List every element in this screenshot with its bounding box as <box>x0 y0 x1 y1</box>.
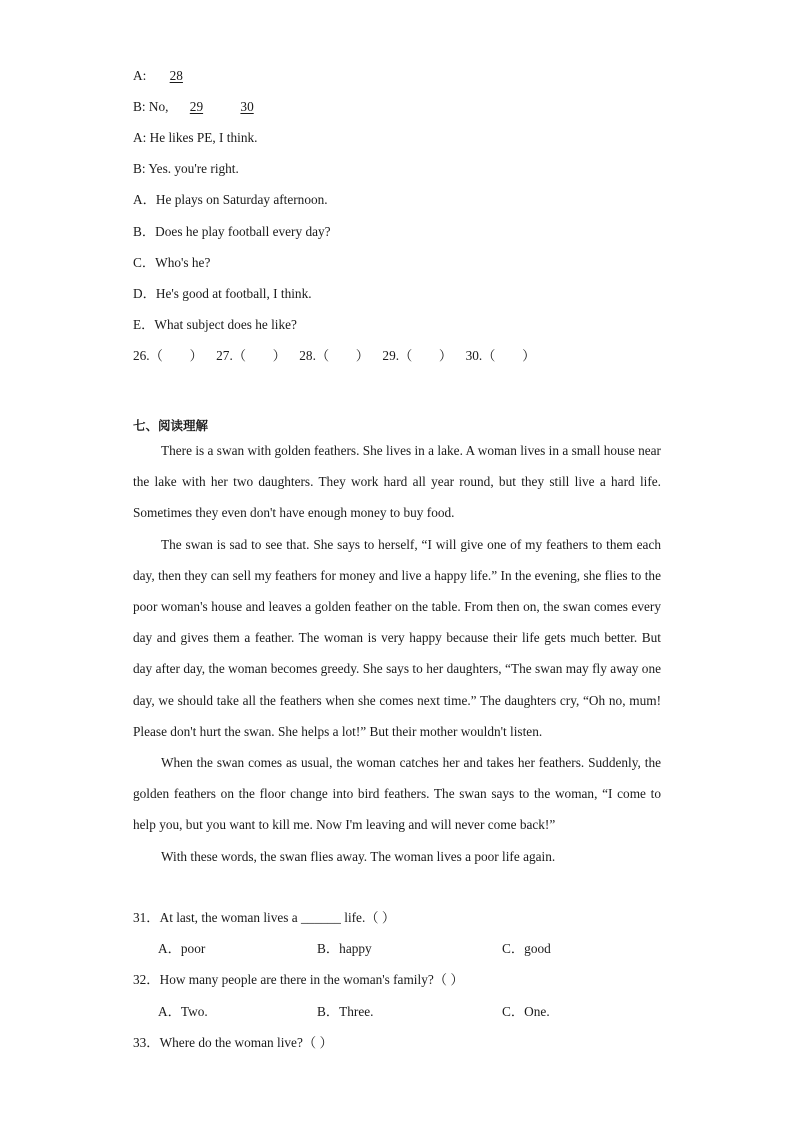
speaker-b-text: B: No, <box>133 99 169 114</box>
question-32-choice-c: C．One. <box>502 1004 550 1019</box>
passage-paragraph-2: The swan is sad to see that. She says to herself, “I will give one of my feathers to them each day, then they can sell my feathers for money and live a happy life.” In the evening, she flies to the poor woman's house and leaves a golden feather on the table. From then on, the swan comes every day and gives them a feather. The woman is very happy because their life gets much better. But day after day, the woman becomes greedy. She says to her daughters, “The swan may fly away one day, we should take all the feathers when she comes next time.” The daughters cry, “Oh no, mum! Please don't hurt the swan. She helps a lot!” But their mother wouldn't listen. <box>133 536 661 739</box>
dialogue-line-a2: A: He likes PE, I think. <box>133 130 258 145</box>
question-31-stem: 31．At last, the woman lives a ______ life.（ ） <box>133 910 396 925</box>
passage-paragraph-1: There is a swan with golden feathers. She lives in a lake. A woman lives in a small house near the lake with her two daughters. They work hard all year round, but they still live a hard life. Sometimes they even don't have enough money to buy food. <box>133 443 661 521</box>
passage-paragraph-4: With these words, the swan flies away. The woman lives a poor life again. <box>161 848 556 864</box>
answer-slot-28: 28.（ ） <box>299 348 370 363</box>
dialogue-line-a1 <box>133 68 197 84</box>
question-31-choice-b: B．happy <box>317 941 372 956</box>
dialogue-line-b1 <box>133 99 268 115</box>
question-32-stem: 32．How many people are there in the woman's family?（ ） <box>133 972 464 987</box>
answer-slot-29: 29.（ ） <box>382 348 453 363</box>
speaker-a-label: A: <box>133 68 147 83</box>
option-c: C．Who's he? <box>133 255 211 270</box>
question-31-choice-a: A．poor <box>158 941 206 956</box>
passage-paragraph-3: When the swan comes as usual, the woman catches her and takes her feathers. Suddenly, the golden feathers on the floor change into bird feathers. The swan says to the woman, “I come to help you, but you want to kill me. Now I'm leaving and will never come back!” <box>133 755 661 833</box>
option-e: E．What subject does he like? <box>133 317 297 332</box>
question-31-choice-c: C．good <box>502 941 551 956</box>
option-b: B．Does he play football every day? <box>133 224 331 239</box>
blank-30: 30 <box>240 99 254 114</box>
reading-passage <box>133 435 661 872</box>
blank-28: 28 <box>169 68 183 83</box>
question-32-choice-b: B．Three. <box>317 1004 374 1019</box>
answer-slot-26: 26.（ ） <box>133 348 203 363</box>
question-32-choice-a: A．Two. <box>158 1004 208 1019</box>
option-d: D．He's good at football, I think. <box>133 286 312 301</box>
answer-slot-27: 27.（ ） <box>216 348 286 363</box>
option-a: A．He plays on Saturday afternoon. <box>133 192 328 207</box>
question-33-stem: 33．Where do the woman live?（ ） <box>133 1035 333 1050</box>
section-heading: 七、阅读理解 <box>133 418 209 433</box>
dialogue-line-b2: B: Yes. you're right. <box>133 161 239 176</box>
answer-slot-30: 30.（ ） <box>465 348 536 363</box>
blank-29: 29 <box>189 99 204 114</box>
answer-slots <box>133 348 535 364</box>
